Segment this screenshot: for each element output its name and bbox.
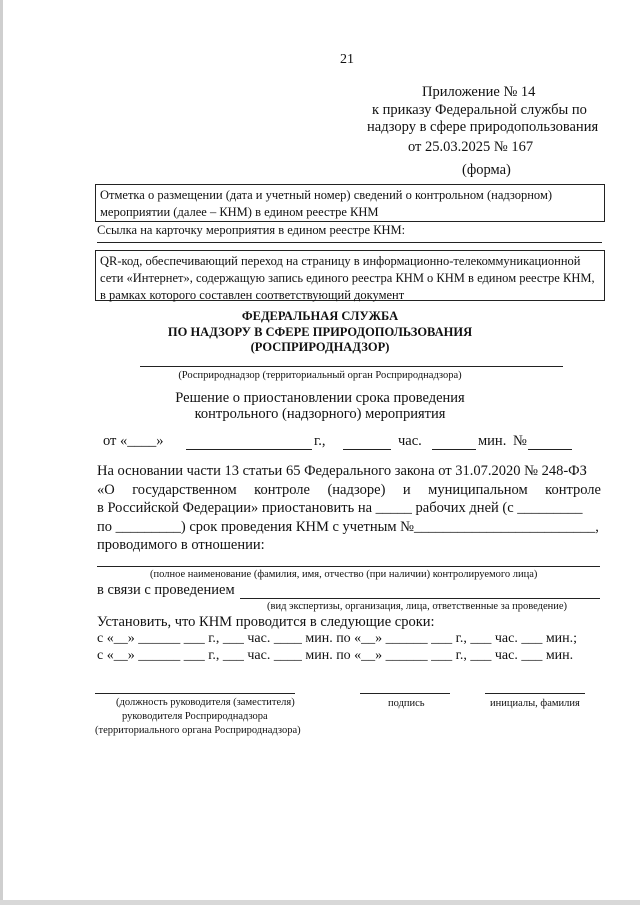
registry-mark-line2: мероприятии (далее – КНМ) в едином реестре КНМ [100, 205, 379, 219]
body-word-3: контроле [254, 482, 310, 498]
initials-caption: инициалы, фамилия [490, 698, 580, 709]
position-caption-1: (должность руководителя (заместителя) [116, 697, 295, 708]
order-date-number: от 25.03.2025 № 167 [408, 139, 534, 155]
body-word-2: государственном [132, 482, 237, 498]
body-line1: На основании части 13 статьи 65 Федерального закона от 31.07.2020 № 248-ФЗ [97, 463, 587, 479]
qr-code-box [95, 250, 605, 301]
expertise-caption: (вид экспертизы, организация, лица, ответственные за проведение) [267, 601, 568, 612]
body-word-1: «О [97, 482, 115, 498]
body-line4: по _________) срок проведения КНМ с учетным №_________________________, [97, 519, 599, 535]
expertise-line [240, 598, 600, 599]
period-line1: с «__» ______ ___ г., ___ час. ____ мин. по «__» ______ ___ г., ___ час. ___ мин.; [97, 631, 578, 646]
signature-line [360, 693, 450, 694]
date-no-blank [528, 449, 572, 450]
body-line2 [97, 482, 601, 499]
due-to-label: в связи с проведением [97, 582, 235, 598]
position-caption-2: руководителя Росприроднадзора [122, 711, 268, 722]
body-line3: в Российской Федерации» приостановить на _____ рабочих дней (с _________ [97, 500, 583, 516]
signature-caption: подпись [388, 698, 425, 709]
qr-box-line2: сети «Интернет», содержащую запись единого реестра КНМ о КНМ в едином реестре КНМ, [100, 271, 595, 285]
controlled-person-caption: (полное наименование (фамилия, имя, отчество (при наличии) контролируемого лица) [150, 569, 538, 580]
agency-caption: (Росприроднадзор (территориальный орган Росприроднадзора) [178, 370, 462, 381]
controlled-person-line [97, 566, 600, 567]
registry-mark-box [95, 184, 605, 222]
body-line5: проводимого в отношении: [97, 537, 265, 553]
date-from: от «____» [103, 433, 164, 449]
qr-box-line3: в рамках которого составлен соответствующий документ [100, 288, 405, 302]
date-no-label: № [513, 433, 527, 449]
initials-line [485, 693, 585, 694]
card-link-line [97, 242, 602, 243]
agency-line2: ПО НАДЗОРУ В СФЕРЕ ПРИРОДОПОЛЬЗОВАНИЯ [167, 325, 473, 339]
agency-line3: (РОСПРИРОДНАДЗОР) [250, 340, 390, 354]
registry-mark-line1: Отметка о размещении (дата и учетный номер) сведений о контрольном (надзорном) [100, 188, 553, 202]
position-caption-3: (территориального органа Росприроднадзора) [95, 725, 301, 736]
date-hour-blank [343, 449, 391, 450]
scan-edge-bottom [0, 900, 640, 905]
decision-title-line2: контрольного (надзорного) мероприятия [194, 406, 446, 422]
date-hour-label: час. [398, 433, 422, 449]
position-signature-line [95, 693, 295, 694]
agency-name-line [140, 366, 563, 367]
establish-terms: Установить, что КНМ проводится в следующие сроки: [97, 614, 435, 630]
body-word-7: контроле [545, 482, 601, 498]
body-word-6: муниципальном [428, 482, 528, 498]
card-link-label: Ссылка на карточку мероприятия в едином реестре КНМ: [97, 223, 406, 237]
appendix-label: Приложение № 14 [422, 84, 536, 100]
body-word-4: (надзоре) [327, 482, 386, 498]
date-min-blank [432, 449, 476, 450]
form-label: (форма) [462, 162, 511, 178]
qr-box-line1: QR-код, обеспечивающий переход на страницу в информационно-телекоммуникационной [100, 254, 581, 268]
decision-title-line1: Решение о приостановлении срока проведения [175, 390, 465, 406]
supervision-line: надзору в сфере природопользования [367, 119, 599, 135]
order-line: к приказу Федеральной службы по [372, 102, 587, 118]
body-word-5: и [402, 482, 411, 498]
agency-line1: ФЕДЕРАЛЬНАЯ СЛУЖБА [241, 309, 399, 323]
date-min-label: мин. [478, 433, 507, 449]
date-month-blank [186, 449, 312, 450]
date-year-label: г., [314, 433, 326, 449]
page-number: 21 [340, 52, 354, 67]
period-line2: с «__» ______ ___ г., ___ час. ____ мин. по «__» ______ ___ г., ___ час. ___ мин. [97, 648, 574, 663]
scan-edge-left [0, 0, 3, 905]
